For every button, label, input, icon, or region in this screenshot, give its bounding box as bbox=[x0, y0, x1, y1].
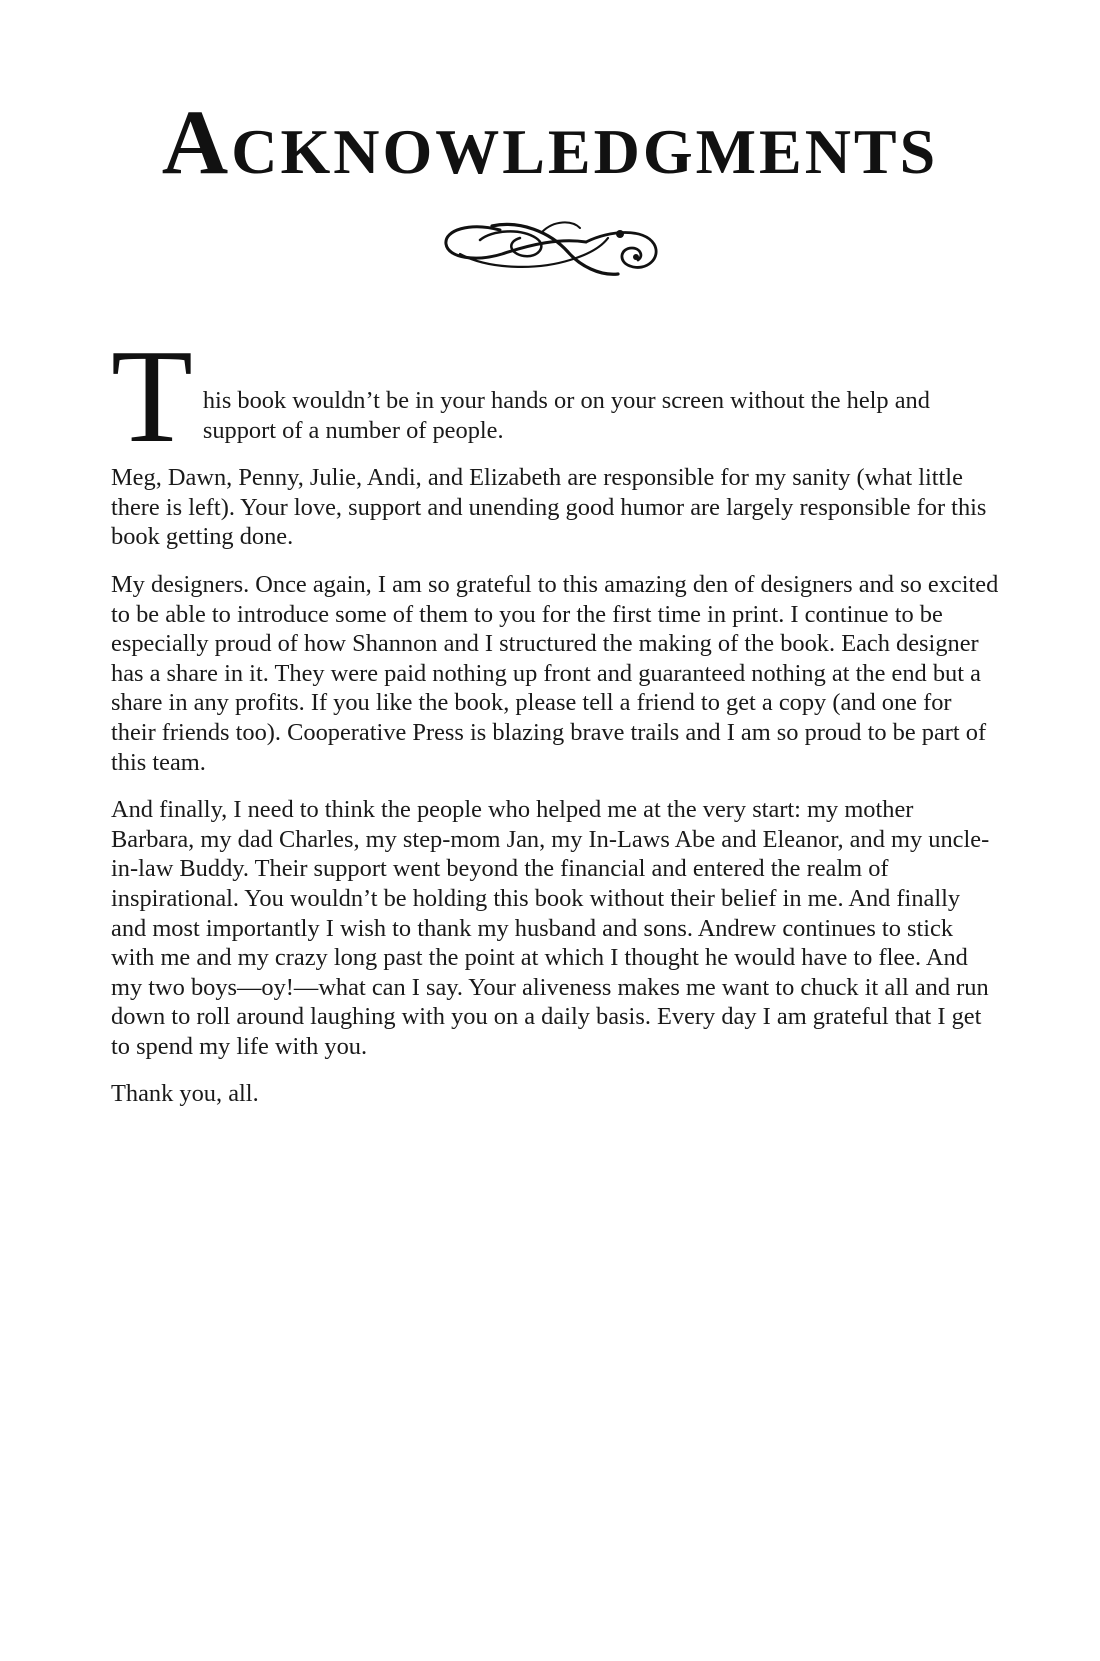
paragraph-2: Meg, Dawn, Penny, Julie, Andi, and Elizabeth are responsible for my sanity (what little there is left). Your love, support and unending good humor are largely responsible for this book getting done. bbox=[111, 464, 987, 551]
flourish-ornament-icon bbox=[440, 212, 662, 288]
body-text bbox=[111, 322, 1001, 1127]
paragraph-5: Thank you, all. bbox=[111, 1080, 259, 1108]
paragraph-4: And finally, I need to think the people who helped me at the very start: my mother Barbara, my dad Charles, my step-mom Jan, my In-Laws Abe and Eleanor, and my uncle-in-law Buddy. Their support went beyond the financial and entered the realm of inspirational. You wouldn’t be holding this book without their belief in me. And finally and most importantly I wish to thank my husband and sons. Andrew continues to stick with me and my crazy long past the point at which I thought he would have to flee. And my two boys—oy!—what can I say. Your aliveness makes me want to chuck it all and run down to roll around laughing with you on a daily basis. Every day I am grateful that I get to spend my life with you. bbox=[111, 796, 990, 1060]
paragraph-3: My designers. Once again, I am so grateful to this amazing den of designers and so excited to be able to introduce some of them to you for the first time in print. I continue to be especially proud of how Shannon and I structured the making of the book. Each designer has a share in it. They were paid nothing up front and guaranteed nothing at the end but a share in any profits. If you like the book, please tell a friend to get a copy (and one for their friends too). Cooperative Press is blazing brave trails and I am so proud to be part of this team. bbox=[111, 570, 999, 776]
page-title: Acknowledgments bbox=[161, 91, 939, 193]
drop-cap: T bbox=[111, 322, 193, 470]
opening-paragraph bbox=[111, 322, 1001, 470]
paragraph-1: his book wouldn’t be in your hands or on your screen without the help and support of a number of people. bbox=[202, 387, 930, 444]
